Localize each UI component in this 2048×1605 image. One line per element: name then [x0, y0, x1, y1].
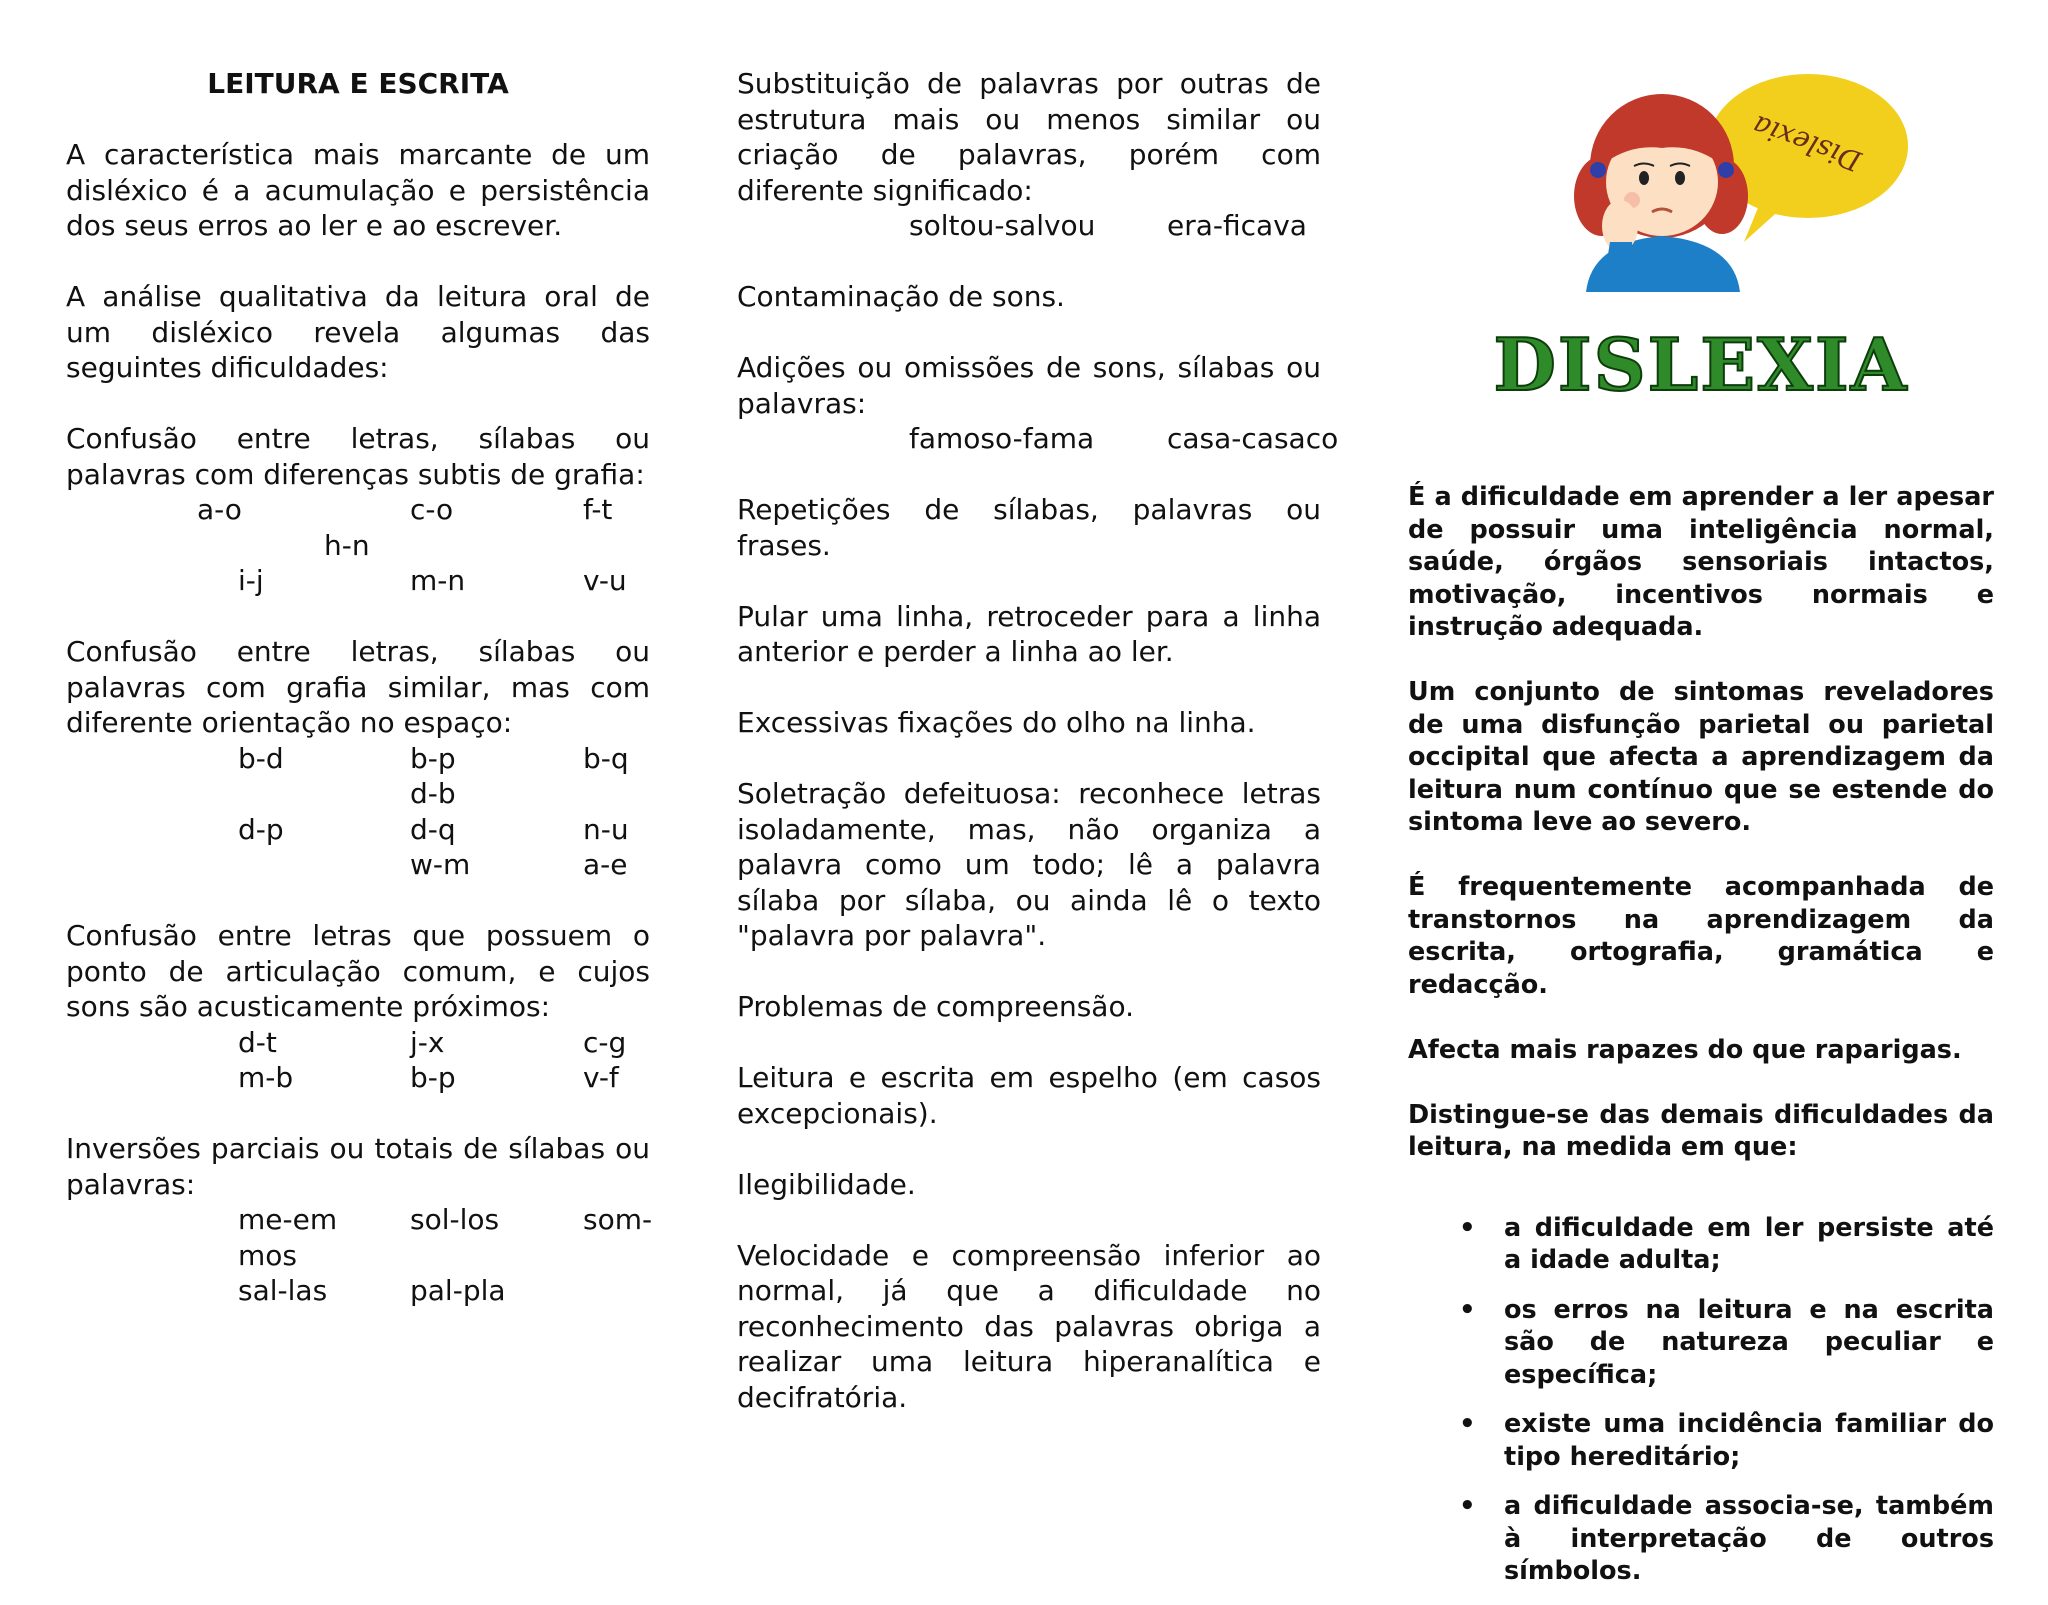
example-pair: n-u [583, 812, 629, 846]
example-pair: m-b [238, 1061, 294, 1094]
characteristics-list [1408, 1212, 1994, 1588]
example-pair: sol-los [410, 1203, 500, 1236]
example-pair: v-u [583, 564, 627, 597]
example-row [66, 1273, 650, 1309]
example-row [66, 1025, 650, 1061]
cover-title: DISLEXIA [1493, 322, 1909, 407]
example-row [66, 812, 650, 848]
example-row [66, 741, 650, 777]
example-row [66, 563, 650, 599]
example-pair: b-p [410, 1061, 456, 1094]
paragraph-confusion-orientation: Confusão entre letras, sílabas ou palavras com grafia similar, mas com diferente orientação no espaço: [66, 635, 650, 739]
paragraph-distinguishes: Distingue-se das demais dificuldades da leitura, na medida em que: [1408, 1099, 1994, 1162]
example-row [66, 492, 650, 528]
example-pair: me-em [238, 1203, 338, 1236]
example-pair: som- [583, 1203, 653, 1236]
example-pair: a-o [197, 493, 242, 526]
example-pair: j-x [410, 1025, 445, 1059]
example-pair: c-g [583, 1025, 627, 1059]
paragraph-inversions: Inversões parciais ou totais de sílabas ou palavras: [66, 1132, 650, 1201]
column-leitura-escrita [66, 66, 653, 1309]
paragraph-repetitions: Repetições de sílabas, palavras ou frases. [737, 493, 1321, 562]
example-pair: sal-las [238, 1274, 328, 1307]
example-pair: i-j [238, 564, 264, 597]
example-pair: d-p [238, 812, 284, 846]
example-row [737, 421, 1339, 457]
example-pair: b-d [238, 741, 284, 775]
example-row [66, 1060, 650, 1096]
example-pair: mos [238, 1238, 297, 1272]
girl-illustration [1562, 66, 1912, 292]
example-pair: v-f [583, 1061, 619, 1094]
example-pair: b-q [583, 741, 629, 775]
example-pair: w-m [410, 848, 471, 881]
paragraph-accompanied: É frequentemente acompanhada de transtornos na aprendizagem da escrita, ortografia, gramática e redacção. [1408, 872, 1994, 1000]
example-pair: era-ficava [1167, 209, 1307, 242]
paragraph-comprehension: Problemas de compreensão. [737, 990, 1134, 1023]
example-row [737, 208, 1321, 244]
example-row [66, 1238, 650, 1274]
paragraph-analysis: A análise qualitativa da leitura oral de um disléxico revela algumas das seguintes dificuldades: [66, 280, 650, 384]
column-dislexia [1408, 66, 1994, 1605]
example-pair: m-n [410, 564, 466, 597]
paragraph-skip-line: Pular uma linha, retroceder para a linha anterior e perder a linha ao ler. [737, 599, 1321, 668]
list-item: • a dificuldade em ler persiste até a idade adulta; [1408, 1212, 1994, 1277]
paragraph-spelling: Soletração defeituosa: reconhece letras isoladamente, mas, não organiza a palavra como um todo; lê a palavra sílaba por sílaba, ou ainda lê o texto "palavra por palavra". [737, 777, 1321, 952]
example-pair: b-p [410, 741, 456, 775]
paragraph-fixations: Excessivas fixações do olho na linha. [737, 706, 1256, 739]
paragraph-contamination: Contaminação de sons. [737, 280, 1065, 313]
paragraph-intro: A característica mais marcante de um disléxico é a acumulação e persistência dos seus erros ao ler e ao escrever. [66, 138, 650, 242]
paragraph-speed: Velocidade e compreensão inferior ao normal, já que a dificuldade no reconhecimento das palavras obriga a realizar uma leitura hiperanalítica e decifratória. [737, 1238, 1321, 1414]
column-dificuldades [737, 66, 1339, 1415]
paragraph-illegibility: Ilegibilidade. [737, 1167, 916, 1201]
list-item: • existe uma incidência familiar do tipo hereditário; [1408, 1408, 1994, 1473]
example-pair: h-n [324, 528, 370, 562]
example-pair: pal-pla [410, 1274, 506, 1307]
section-title: LEITURA E ESCRITA [207, 67, 509, 100]
example-pair: d-b [410, 777, 456, 810]
example-pair: c-o [410, 493, 454, 526]
list-item: • a dificuldade associa-se, também à interpretação de outros símbolos. [1408, 1490, 1994, 1588]
example-row [66, 847, 650, 883]
example-pair: casa-casaco [1167, 422, 1339, 455]
paragraph-confusion-subtle: Confusão entre letras, sílabas ou palavras com diferenças subtis de grafia: [66, 422, 650, 491]
paragraph-additions: Adições ou omissões de sons, sílabas ou palavras: [737, 351, 1321, 420]
paragraph-confusion-articulation: Confusão entre letras que possuem o ponto de articulação comum, e cujos sons são acusticamente próximos: [66, 919, 650, 1023]
example-row [66, 528, 650, 564]
paragraph-affects: Afecta mais rapazes do que raparigas. [1408, 1034, 1962, 1065]
example-pair: d-q [410, 812, 456, 846]
paragraph-substitution: Substituição de palavras por outras de estrutura mais ou menos similar ou criação de palavras, porém com diferente significado: [737, 67, 1321, 207]
cover-header [1408, 66, 1994, 481]
list-item: • os erros na leitura e na escrita são de natureza peculiar e específica; [1408, 1294, 1994, 1392]
example-pair: famoso-fama [909, 422, 1095, 455]
example-row [66, 1202, 653, 1238]
bubble-text: Dislexia [1748, 108, 1866, 179]
example-pair: a-e [583, 848, 628, 881]
paragraph-mirror: Leitura e escrita em espelho (em casos excepcionais). [737, 1061, 1321, 1130]
example-pair: d-t [238, 1025, 277, 1059]
paragraph-definition: É a dificuldade em aprender a ler apesar de possuir uma inteligência normal, saúde, órgãos sensoriais intactos, motivação, incentivos normais e instrução adequada. [1408, 482, 1994, 642]
example-row [66, 776, 650, 812]
example-pair: soltou-salvou [909, 209, 1096, 242]
paragraph-symptoms: Um conjunto de sintomas reveladores de uma disfunção parietal ou parietal occipital que afecta a aprendizagem da leitura num contínuo que se estende do sintoma leve ao severo. [1408, 677, 1994, 837]
example-pair: f-t [583, 493, 613, 526]
